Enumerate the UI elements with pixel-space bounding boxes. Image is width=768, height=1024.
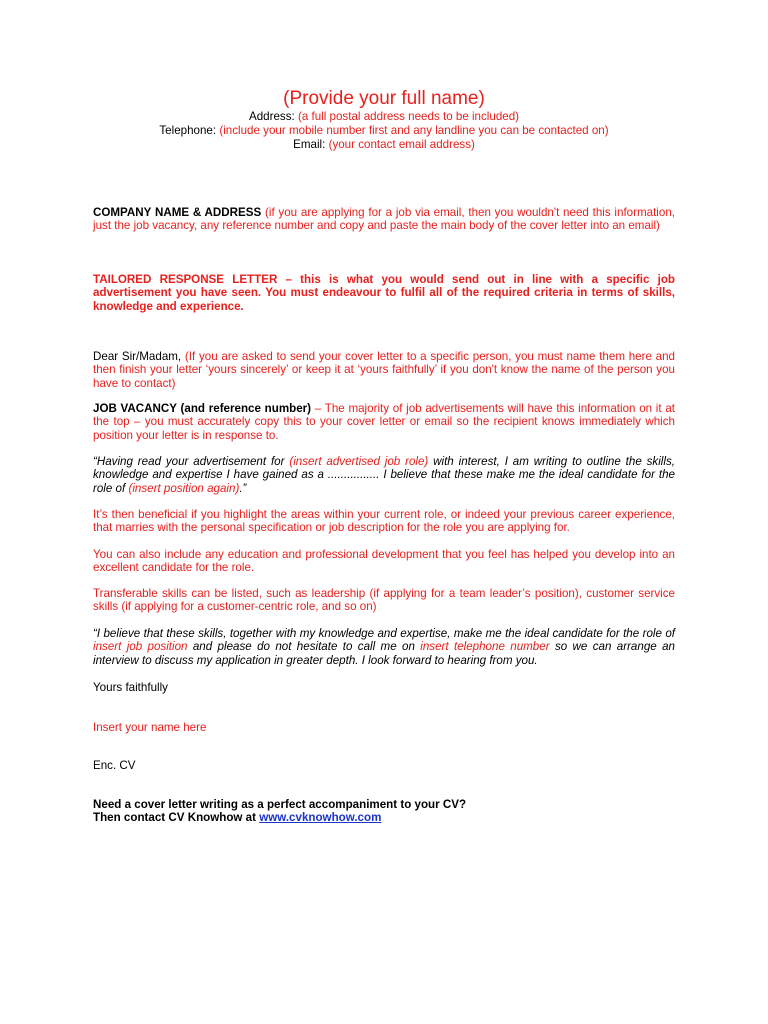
enclosure-text: Enc. CV — [93, 759, 136, 772]
company-section — [93, 206, 675, 233]
opening-quote-section — [93, 455, 675, 495]
quote1-part2: with interest, I am writing to outline the skills, knowledge and expertise I have gained as a ................ I believe that these make me the ideal candidate for the role of — [93, 455, 675, 495]
signoff-text: Yours faithfully — [93, 681, 168, 694]
transferable-paragraph: Transferable skills can be listed, such as leadership (if applying for a team leader’s position), customer service skills (if applying for a customer-centric role, and so on) — [93, 587, 675, 614]
salutation-hint: (If you are asked to send your cover letter to a specific person, you must name them here and then finish your letter ‘yours sincerely’ or keep it at ‘yours faithfully’ if you don't know the name of the person you have to contact) — [93, 350, 676, 390]
quote2-part1: “I believe that these skills, together with my knowledge and expertise, make me the ideal candidate for the role of — [93, 627, 675, 640]
salutation-greeting: Dear Sir/Madam, — [93, 350, 182, 363]
letter-header — [0, 88, 768, 152]
footer-line1: Need a cover letter writing as a perfect accompaniment to your CV? — [93, 798, 467, 811]
quote2-part2: and please do not hesitate to call me on — [192, 640, 415, 654]
quote2-placeholder-position: insert job position — [93, 640, 188, 654]
email-label: Email: — [293, 138, 326, 151]
company-heading: COMPANY NAME & ADDRESS — [93, 206, 262, 219]
name-placeholder-section — [93, 721, 675, 734]
tailored-text: TAILORED RESPONSE LETTER – this is what you would send out in line with a specific job advertisement you have seen. You must endeavour to fulfil all of the required criteria in terms of skills, knowledge and experience. — [93, 273, 675, 313]
address-label: Address: — [248, 110, 295, 123]
quote1-placeholder-position: (insert position again) — [128, 481, 240, 495]
quote1-part3: .” — [239, 481, 247, 495]
company-hint: (if you are applying for a job via email, then you wouldn't need this information, just the job vacancy, any reference number and copy and paste the main body of the cover letter into an email) — [93, 206, 675, 233]
tailored-section — [93, 273, 675, 313]
footer-section — [93, 798, 675, 825]
applicant-name-placeholder: (Provide your full name) — [283, 88, 485, 109]
highlight-paragraph: It’s then beneficial if you highlight the areas within your current role, or indeed your previous career experience, that marries with the personal specification or job description for the role you are applying for. — [93, 508, 675, 535]
job-vacancy-dash: – — [314, 402, 322, 415]
signoff-section — [93, 681, 675, 694]
telephone-label: Telephone: — [159, 124, 217, 137]
quote1-placeholder-role: (insert advertised job role) — [289, 455, 429, 468]
job-vacancy-section — [93, 402, 675, 442]
signature-name-placeholder: Insert your name here — [93, 721, 207, 734]
highlight-section — [93, 508, 675, 535]
closing-quote-section — [93, 627, 675, 667]
job-vacancy-heading: JOB VACANCY (and reference number) — [93, 402, 312, 415]
education-paragraph: You can also include any education and professional development that you feel has helped you develop into an excellent candidate for the role. — [93, 548, 675, 575]
education-section — [93, 548, 675, 575]
transferable-section — [93, 587, 675, 614]
cvknowhow-link[interactable]: www.cvknowhow.com — [259, 811, 382, 825]
email-hint: (your contact email address) — [328, 138, 475, 151]
job-vacancy-hint: The majority of job advertisements will have this information on it at the top – you must accurately copy this to your cover letter or email so the recipient knows immediately which position your letter is in response to. — [93, 402, 675, 442]
salutation-section — [93, 350, 675, 390]
enclosure-section — [93, 759, 675, 772]
telephone-line — [0, 124, 768, 138]
email-line — [0, 138, 768, 152]
footer-line2-prefix: Then contact CV Knowhow at — [93, 811, 256, 825]
telephone-hint: (include your mobile number first and any landline you can be contacted on) — [219, 124, 609, 137]
footer-line2 — [93, 811, 675, 824]
quote2-placeholder-phone: insert telephone number — [420, 640, 550, 654]
address-line — [0, 110, 768, 124]
quote2-part3: so we can arrange an interview to discuss my application in greater depth. I look forward to hearing from you. — [93, 640, 675, 667]
address-hint: (a full postal address needs to be included) — [297, 110, 520, 123]
quote1-part1: “Having read your advertisement for — [93, 455, 285, 468]
